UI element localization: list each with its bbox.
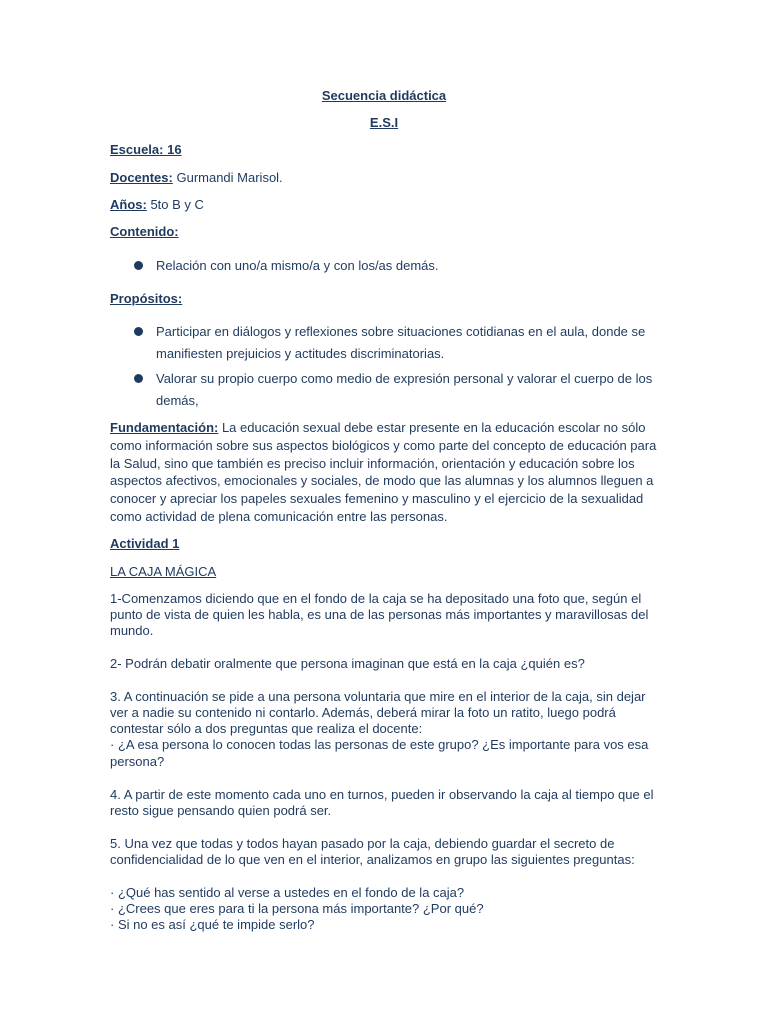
document-subtitle: E.S.I xyxy=(369,115,399,130)
paragraph-3-line: 3. A continuación se pide a una persona voluntaria que mire en el interior de la caja, sin dejar xyxy=(110,689,646,704)
document-title: Secuencia didáctica xyxy=(321,88,447,103)
docentes-line xyxy=(110,169,283,186)
anios-value: 5to B y C xyxy=(146,197,204,212)
paragraph-1-line: 1-Comenzamos diciendo que en el fondo de la caja se ha depositado una foto que, según el xyxy=(110,591,642,606)
bullet-icon xyxy=(134,374,143,383)
actividad-subheading: LA CAJA MÁGICA xyxy=(110,564,217,579)
question-line: · Si no es así ¿qué te impide serlo? xyxy=(110,917,315,932)
proposito-item-1-line2: manifiesten prejuicios y actitudes discriminatorias. xyxy=(156,346,445,361)
paragraph-5-line: confidencialidad de lo que ven en el interior, analizamos en grupo las siguientes preguntas: xyxy=(110,852,635,867)
anios-label: Años: xyxy=(110,197,147,212)
contenido-label: Contenido: xyxy=(110,224,179,239)
fundamentacion-label: Fundamentación: xyxy=(110,420,219,435)
docentes-value: Gurmandi Marisol. xyxy=(172,170,283,185)
paragraph-1-line: mundo. xyxy=(110,623,154,638)
anios-line xyxy=(110,196,204,213)
paragraph-3-line: contestar sólo a dos preguntas que realiza el docente: xyxy=(110,721,423,736)
paragraph-4-line: resto sigue pensando quien podrá ser. xyxy=(110,803,332,818)
bullet-icon xyxy=(134,327,143,336)
fundamentacion-line-6: como actividad de plena comunicación entre las personas. xyxy=(110,509,448,524)
fundamentacion-line-4: aspectos afectivos, emocionales y sociales, de modo que las alumnas y los alumnos lleguen a xyxy=(110,473,654,488)
fundamentacion-line-3: la Salud, sino que también es preciso incluir información, orientación y educación sobre los xyxy=(110,456,635,471)
fundamentacion-text: La educación sexual debe estar presente en la educación escolar no sólo xyxy=(218,420,646,435)
propositos-label: Propósitos: xyxy=(110,291,183,306)
fundamentacion-line-1 xyxy=(110,419,645,436)
proposito-item-1-line1: Participar en diálogos y reflexiones sobre situaciones cotidianas en el aula, donde se xyxy=(156,324,646,339)
actividad-heading: Actividad 1 xyxy=(110,536,180,551)
paragraph-3-line: ver a nadie su contenido ni contarlo. Además, deberá mirar la foto un ratito, luego podrá xyxy=(110,705,616,720)
paragraph-1-line: punto de vista de quien les habla, es una de las personas más importantes y maravillosas del xyxy=(110,607,649,622)
docentes-label: Docentes: xyxy=(110,170,173,185)
paragraph-3-line: persona? xyxy=(110,754,165,769)
proposito-item-2-line1: Valorar su propio cuerpo como medio de expresión personal y valorar el cuerpo de los xyxy=(156,371,653,386)
paragraph-2-line: 2- Podrán debatir oralmente que persona imaginan que está en la caja ¿quién es? xyxy=(110,656,585,671)
fundamentacion-line-2: como información sobre sus aspectos biológicos y como parte del concepto de educación para xyxy=(110,438,657,453)
fundamentacion-line-5: conocer y apreciar los papeles sexuales femenino y masculino y el ejercicio de la sexualidad xyxy=(110,491,644,506)
bullet-icon xyxy=(134,261,143,270)
contenido-item: Relación con uno/a mismo/a y con los/as demás. xyxy=(156,258,439,273)
question-line: · ¿Crees que eres para ti la persona más importante? ¿Por qué? xyxy=(110,901,484,916)
question-line: · ¿Qué has sentido al verse a ustedes en el fondo de la caja? xyxy=(110,885,465,900)
escuela-label: Escuela: 16 xyxy=(110,142,182,157)
paragraph-4-line: 4. A partir de este momento cada uno en turnos, pueden ir observando la caja al tiempo que el xyxy=(110,787,654,802)
proposito-item-2-line2: demás, xyxy=(156,393,199,408)
paragraph-3-line: · ¿A esa persona lo conocen todas las personas de este grupo? ¿Es importante para vos esa xyxy=(110,737,649,752)
paragraph-5-line: 5. Una vez que todas y todos hayan pasado por la caja, debiendo guardar el secreto de xyxy=(110,836,615,851)
